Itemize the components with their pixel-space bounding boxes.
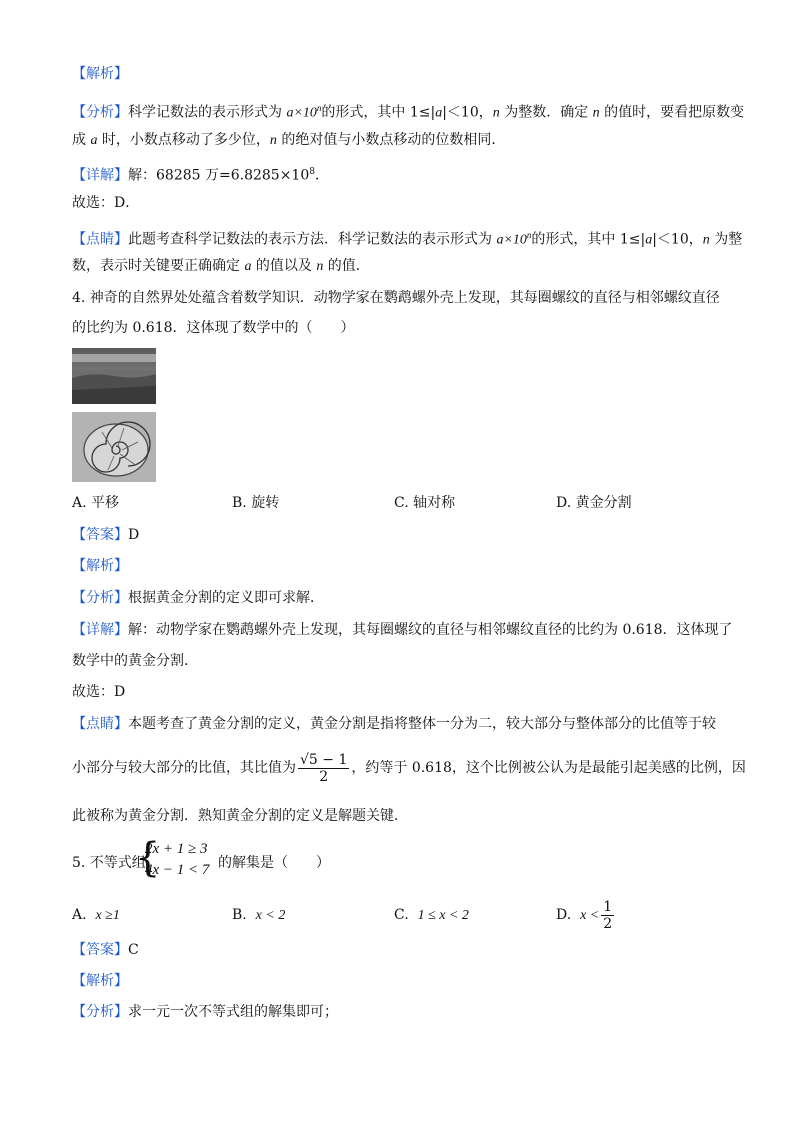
q3-dianjing-line1 [72,225,742,251]
option-value: x < 2 [255,908,286,923]
text: 的形式，其中 1≤| [321,104,436,121]
q4-answer: D [128,527,140,543]
text: 小部分与较大部分的比值，其比值为 [72,760,296,776]
q4-dianjing-line1 [72,714,716,734]
q4-xiangjie-line2: 数学中的黄金分割． [72,653,198,669]
q5-stem-a: 5. 不等式组 [72,855,146,871]
q5-fenxi-line [72,1002,338,1022]
q3-xiangjie-tag: 【详解】 [72,167,128,184]
q3-dianjing-tag: 【点睛】 [72,231,128,248]
q3-xiangjie-line [72,162,329,186]
q5-answer-line [72,940,139,960]
q4-fenxi-line [72,588,324,608]
q4-dianjing-tag: 【点睛】 [72,716,128,732]
brace-glyph: { [135,835,161,881]
q4-guxuan: 故选：D [72,684,126,700]
text: |＜10， [652,231,703,248]
q3-guxuan: 故选：D． [72,195,140,211]
q5-option-d [556,896,616,935]
math: a×10 [496,232,527,248]
q4-xiangjie-tag: 【详解】 [72,622,128,638]
text: ，约等于 0.618，这个比例被公认为是最能引起美感的比例，因 [351,760,746,776]
q4-dianjing-line2 [72,748,746,788]
math: n [316,259,324,274]
q5-option-b [232,905,285,926]
text: 成 [72,132,91,148]
q5-option-a [72,905,120,926]
q4-stem-line2: 的比约为 0.618．这体现了数学中的（ ） [72,320,355,336]
text: 解：68285 万=6.8285×10 [128,167,310,184]
q4-answer-tag: 【答案】 [72,527,128,543]
math-exp: n [526,230,532,240]
q5-inequality-1: 2x + 1 ≥ 3 [145,841,208,857]
text: 科学记数法的表示形式为 [128,104,287,121]
q5-answer: C [128,942,139,958]
option-letter: C. [394,907,409,923]
half-fraction [601,899,614,932]
option-letter: A. [72,907,87,923]
text: 的值以及 [251,258,317,274]
option-value: x < [580,908,600,923]
text: 时，小数点移动了多少位， [97,132,270,148]
text: 数，表示时关键要正确确定 [72,258,245,274]
fraction-numerator: 1 [603,898,613,915]
nautilus-shell-photo [72,412,156,486]
q5-fenxi-tag: 【分析】 [72,1004,128,1020]
math-exp: 8 [309,167,315,177]
math: n [702,232,710,248]
q3-dianjing-line2 [72,256,370,277]
q4-jiexi-label: 【解析】 [72,558,128,574]
grassland-photo [72,348,156,408]
text: 本题考查了黄金分割的定义，黄金分割是指将整体一分为二，较大部分与整体部分的比值等于较 [128,716,716,732]
math: a [645,232,653,248]
text: 的绝对值与小数点移动的位数相同． [276,132,506,148]
q3-fenxi-line2 [72,130,505,151]
text: ． [314,167,329,184]
text: 的值时，要看把原数变 [599,104,745,121]
q4-answer-line [72,525,139,545]
q4-stem-line1: 4. 神奇的自然界处处蕴含着数学知识．动物学家在鹦鹉螺外壳上发现，其每圈螺纹的直径与相邻螺纹直径 [72,290,720,306]
text: |＜10， [442,104,493,121]
q4-option-a: A. 平移 [72,495,120,511]
q3-jiexi-label: 【解析】 [72,66,128,82]
math: a×10 [286,105,317,121]
option-letter: B. [232,907,247,923]
q4-fenxi-tag: 【分析】 [72,590,128,606]
fraction-denominator: 2 [603,915,613,932]
option-value: 1 ≤ x < 2 [417,908,469,923]
q4-option-b: B. 旋转 [232,495,280,511]
q4-option-c: C. 轴对称 [394,495,456,511]
golden-ratio-fraction [298,752,349,785]
math: n [492,105,500,121]
q5-jiexi-label: 【解析】 [72,973,128,989]
text: 为整 [709,231,743,248]
text: 为整数．确定 [499,104,593,121]
math: n [269,133,277,148]
q4-xiangjie-line1 [72,620,733,640]
text: 的形式，其中 1≤| [531,231,646,248]
q5-stem-b: 的解集是（ ） [218,855,330,871]
q3-fenxi-tag: 【分析】 [72,104,128,121]
q5-answer-tag: 【答案】 [72,942,128,958]
text: 解：动物学家在鹦鹉螺外壳上发现，其每圈螺纹的直径与相邻螺纹直径的比约为 0.618．这体现了 [128,622,733,638]
math: n [592,105,600,121]
fraction-numerator: √5 − 1 [300,751,348,768]
text: 此题考查科学记数法的表示方法．科学记数法的表示形式为 [128,231,497,248]
math-exp: n [316,103,322,113]
math: a [244,259,252,274]
math: a [90,133,98,148]
option-letter: D. [556,907,572,923]
fraction-denominator: 2 [319,768,329,785]
text: 求一元一次不等式组的解集即可； [128,1004,338,1020]
q3-fenxi-line1 [72,98,744,124]
text: 的值． [323,258,370,274]
option-value: x ≥1 [95,908,120,923]
q4-option-d: D. 黄金分割 [556,495,632,511]
q5-inequality-2: 4x − 1 < 7 [145,862,210,878]
q5-option-c [394,905,469,926]
text: 根据黄金分割的定义即可求解． [128,590,324,606]
math: a [435,105,443,121]
q4-dianjing-line3: 此被称为黄金分割．熟知黄金分割的定义是解题关键． [72,808,408,824]
